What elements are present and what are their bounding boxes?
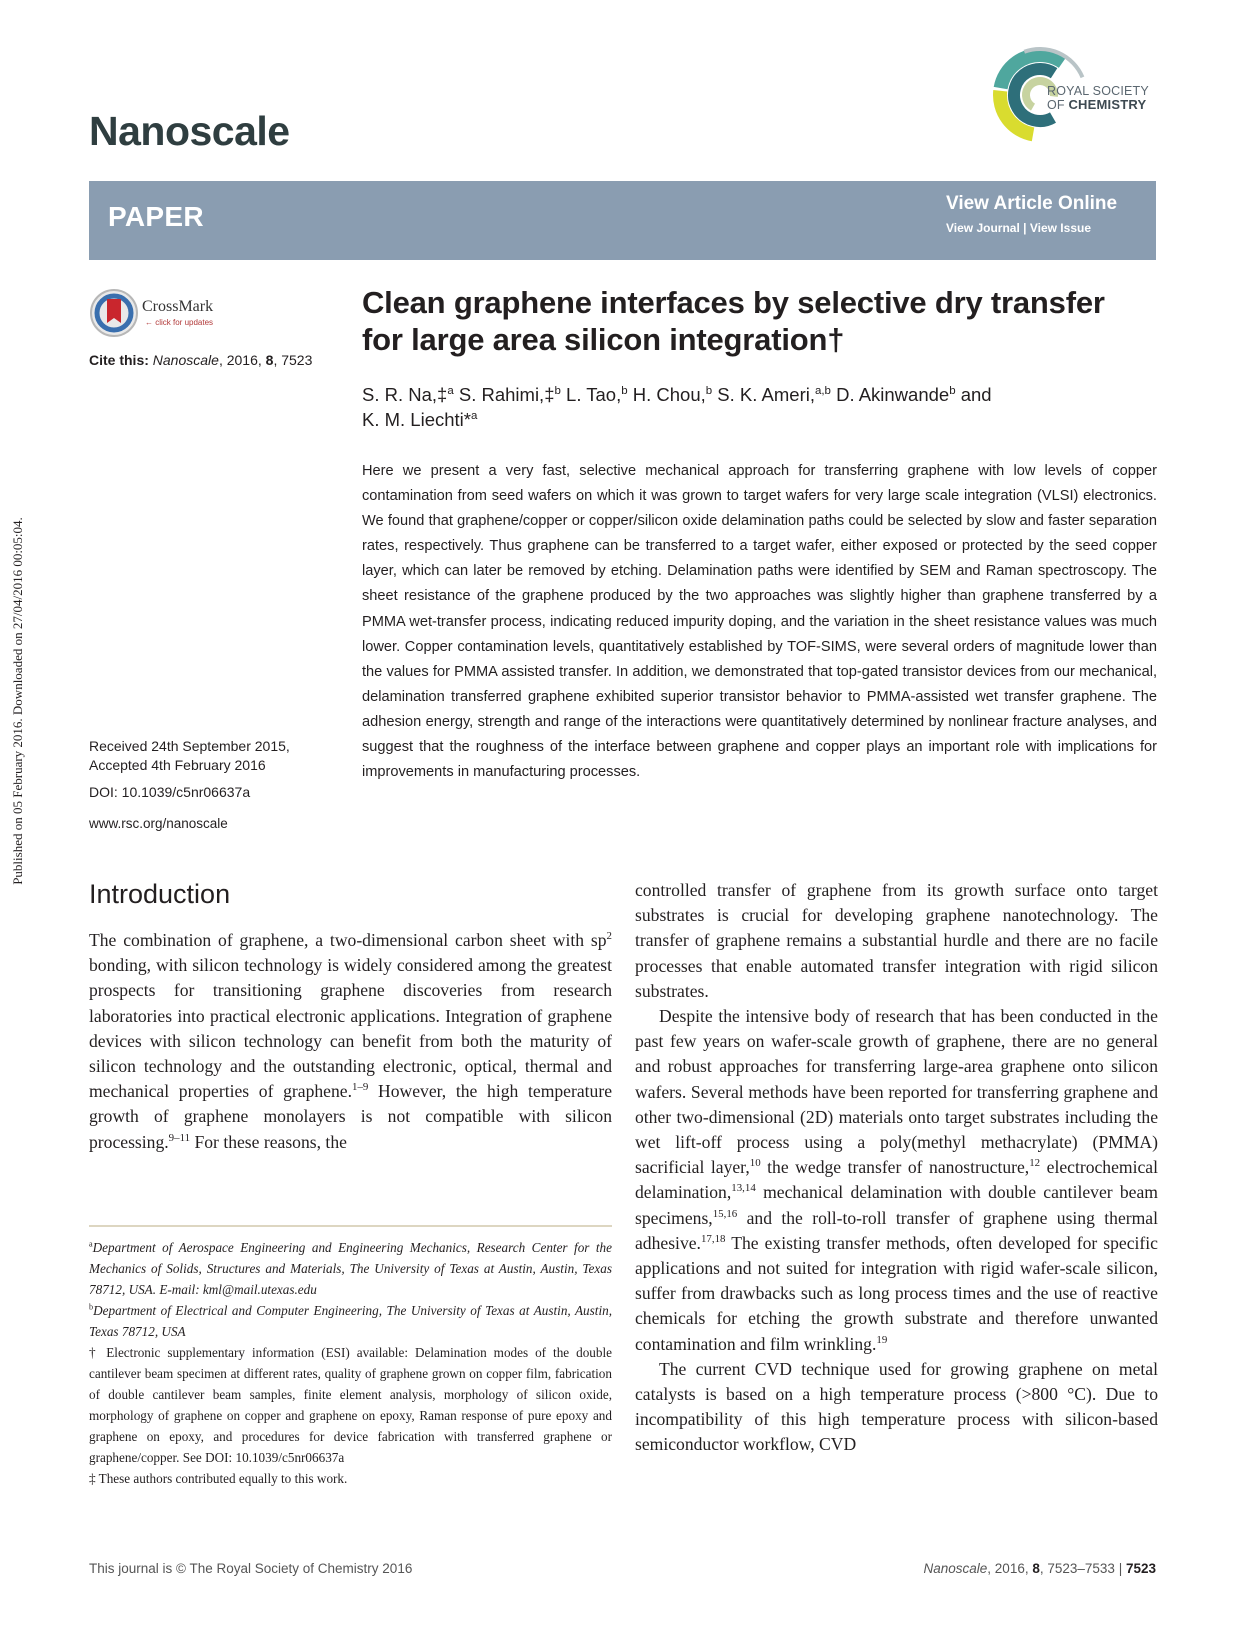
rsc-line1: ROYAL SOCIETY [1047,84,1149,98]
crossmark-icon [89,288,139,338]
body-text: However, the high temperature growth of graphene monolayers is not compatible with silicon processing. [89,1081,612,1152]
footnote-equal-contribution: ‡ These authors contributed equally to this work. [89,1471,348,1486]
citation-ref[interactable]: 1–9 [352,1081,369,1094]
view-issue-link[interactable]: View Issue [1029,221,1091,235]
author-affiliation: a [447,384,454,397]
footer-volume: 8 [1032,1561,1040,1576]
body-text: The existing transfer methods, often developed for specific applications and not suited for integration with rigid wafer-scale silicon, suffer from drawbacks such as long process times and the use of reactive chemicals for etching the growth substrate and therefore unwanted contamination and film wrinkling. [635,1232,1158,1354]
body-text: mechanical delamination with double cantilever beam specimens, [635,1182,1158,1228]
cite-volume: 8 [265,352,274,368]
accepted-date: Accepted 4th February 2016 [89,757,266,773]
footer-copyright: This journal is © The Royal Society of Chemistry 2016 [89,1561,413,1576]
citation-ref[interactable]: 19 [876,1333,888,1346]
view-article-online-link[interactable]: View Article Online [946,193,1118,214]
journal-url[interactable]: www.rsc.org/nanoscale [89,816,228,831]
right-column [635,878,1158,1458]
page-number: 7523 [1125,1561,1156,1576]
received-accepted [89,737,290,775]
footnote-divider [89,1225,612,1227]
footnote-esi: † Electronic supplementary information (ESI) available: Delamination modes of the double cantilever beam specimen at different rates, quality of graphene grown on copper film, fabrication of double cantilever beam samples, finite element analysis, morphology of silicon oxide, morphology of graphene on copper and graphene on epoxy, Raman response of pure epoxy and graphene on epoxy, and procedures for device fabrication with transferred graphene or graphene/copper. See DOI: 10.1039/c5nr06637a [89,1345,612,1465]
download-stamp-text: Published on 05 February 2016. Downloaded on 27/04/2016 00:05:04. [10,517,25,885]
body-text: and the roll-to-roll transfer of graphene using thermal adhesive. [635,1207,1158,1253]
crossmark-sub-text: click for updates [155,318,214,327]
author-name: S. Rahimi,‡ [453,384,555,405]
footnote-affiliation-b [89,1300,612,1342]
author-name: D. Akinwande [830,384,950,405]
view-journal-link[interactable]: View Journal [946,221,1020,235]
citation-ref[interactable]: 12 [1029,1157,1041,1170]
citation-ref[interactable]: 9–11 [168,1131,191,1144]
cite-label: Cite this: [89,352,153,368]
author-affiliation: a,b [814,384,831,397]
crossmark-label: CrossMark [142,298,214,315]
cite-journal: Nanoscale [152,352,219,368]
footer-pages: , 7523–7533 [1039,1561,1115,1576]
author-name: L. Tao, [560,384,622,405]
cite-year: , 2016, [218,352,266,368]
author-name: H. Chou, [627,384,706,405]
journal-name: Nanoscale [89,108,290,154]
superscript: 2 [606,930,612,943]
paragraph: controlled transfer of graphene from its growth surface onto target substrates is crucial for developing graphene nanotechnology. The transfer of graphene remains a substantial hurdle and there are no facile processes that enable automated transfer integration with rigid silicon substrates. [635,880,1158,1001]
crossmark-badge[interactable] [89,288,229,338]
body-text: Despite the intensive body of research that has been conducted in the past few years on wafer-scale growth of graphene, there are no general and robust approaches for transferring large-area graphene onto silicon wafers. Several methods have been reported for transferring graphene and other two-dimensional (2D) materials onto target substrates including the wet lift-off process using a poly(methyl methacrylate) (PMMA) sacrificial layer, [635,1006,1158,1178]
author-affiliation: b [621,384,628,397]
crossmark-sub [145,318,213,327]
arrow-left-icon: ← [145,318,156,327]
paragraph [635,1004,1158,1357]
footnote-mark: b [89,1302,94,1312]
footer-citation [924,1561,1157,1576]
footnote-text: Department of Aerospace Engineering and Engineering Mechanics, Research Center for the Mechanics of Solids, Structures and Materials, The University of Texas at Austin, Austin, Texas 78712, USA. E-mail: kml@mail.utexas.edu [89,1240,612,1297]
footnote-text: Department of Electrical and Computer Engineering, The University of Texas at Austin, Austin, Texas 78712, USA [89,1303,612,1339]
body-text: bonding, with silicon technology is widely considered among the greatest prospects for transitioning graphene discoveries from research laboratories into practical electronic applications. Integration of graphene devices with silicon technology can benefit from both the maturity of silicon technology and the outstanding electronic, optical, thermal and mechanical properties of graphene. [89,955,612,1102]
received-date: Received 24th September 2015, [89,738,290,754]
author-name: K. M. Liechti* [362,409,471,430]
download-stamp [0,461,36,941]
body-text: The combination of graphene, a two-dimensional carbon sheet with sp [89,930,607,950]
footnote-mark: a [89,1239,93,1249]
author-list [362,382,1122,432]
article-title [362,284,1162,358]
citation-ref[interactable]: 10 [749,1157,761,1170]
author-conjunction: and [955,384,992,405]
footer-separator: | [1114,1561,1126,1576]
footnotes [89,1237,612,1489]
view-links [946,221,1091,235]
footnote-affiliation-a [89,1237,612,1300]
footer-journal: Nanoscale [923,1561,988,1576]
author-affiliation: b [554,384,561,397]
citation-ref[interactable]: 15,16 [712,1207,738,1220]
paragraph: The current CVD technique used for growing graphene on metal catalysts is based on a high temperature process (>800 °C). Due to incompatibility of this high temperature process with silicon-based semiconductor workflow, CVD [635,1358,1158,1455]
citation-ref[interactable]: 17,18 [700,1232,726,1245]
author-affiliation: b [949,384,956,397]
article-banner [89,181,1156,260]
cite-page: , 7523 [273,352,313,368]
section-heading-introduction: Introduction [89,879,231,909]
doi[interactable]: DOI: 10.1039/c5nr06637a [89,784,251,800]
intro-paragraph [89,928,612,1155]
author-name: S. R. Na,‡ [362,384,448,405]
author-name: S. K. Ameri, [712,384,815,405]
citation [89,352,312,368]
abstract: Here we present a very fast, selective mechanical approach for transferring graphene with low levels of copper contamination from seed wafers on which it was grown to target wafers for very large scale integration (VLSI) electronics. We found that graphene/copper or copper/silicon oxide delamination paths could be selected by slow and faster separation rates, respectively. Thus graphene can be transferred to a target wafer, either exposed or protected by the seed copper layer, which can later be removed by etching. Delamination paths were identified by SEM and Raman spectroscopy. The sheet resistance of the graphene produced by the two approaches was slightly higher than graphene transferred by a PMMA wet-transfer process, indicating reduced impurity doping, and the variation in the sheet resistance values was much lower. Copper contamination levels, quantitatively established by TOF-SIMS, were several orders of magnitude lower than the values for PMMA assisted transfer. In addition, we demonstrated that top-gated transistor devices from our mechanical, delamination transferred graphene exhibited superior transistor behavior to PMMA-assisted wet transfer graphene. The adhesion energy, strength and range of the interactions were quantitatively determined by nonlinear fracture analyses, and suggest that the roughness of the interface between graphene and copper plays an important role with implications for improvements in manufacturing processes. [362,463,1157,781]
body-text: For these reasons, the [190,1131,347,1152]
title-line-2: for large area silicon integration† [362,322,845,357]
citation-ref[interactable]: 13,14 [731,1182,756,1195]
body-text: the wedge transfer of nanostructure, [760,1157,1030,1178]
article-type: PAPER [108,201,204,232]
rsc-line2-bold: CHEMISTRY [1068,97,1147,112]
rsc-logo[interactable] [985,40,1155,150]
rsc-wordmark [1047,84,1149,112]
rsc-line2-prefix: OF [1047,98,1069,112]
footer-year: , 2016, [987,1561,1033,1576]
author-affiliation: a [471,409,478,422]
body-text: electrochemical delamination, [635,1157,1158,1203]
title-line-1: Clean graphene interfaces by selective dry transfer [362,285,1105,320]
view-links-separator: | [1019,221,1030,235]
author-affiliation: b [705,384,713,397]
